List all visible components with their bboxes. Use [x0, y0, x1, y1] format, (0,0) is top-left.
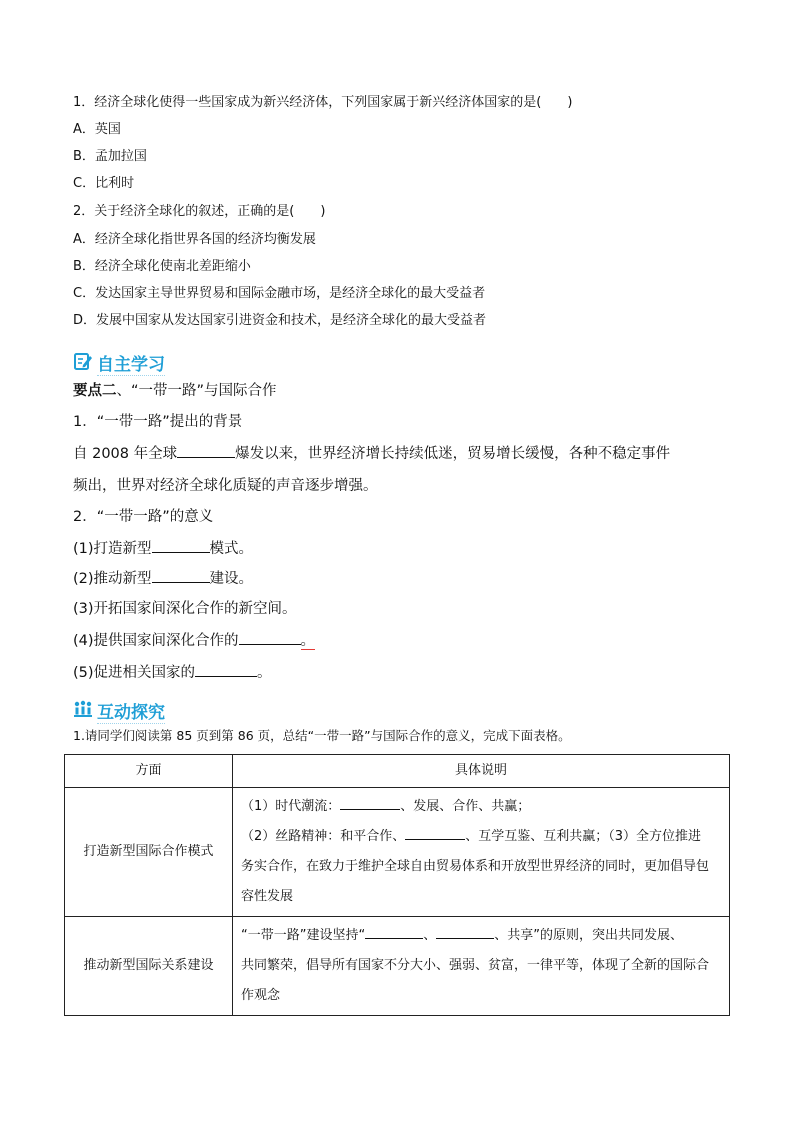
row1-l2-post: 、互学互鉴、互利共赢；（3）全方位推进: [465, 829, 702, 844]
s1-post: 模式。: [209, 541, 254, 557]
q2-option-b: B．经济全球化使南北差距缩小: [73, 259, 251, 274]
self-study-heading: [73, 350, 165, 376]
q1-option-b: B．孟加拉国: [73, 149, 147, 164]
blank-crisis[interactable]: [177, 443, 235, 458]
background-line-2: 频出，世界对经济全球化质疑的声音逐步增强。: [73, 478, 378, 494]
s5-post: 。: [257, 665, 272, 681]
row2-aspect: 推动新型国际关系建设: [65, 917, 233, 1016]
row2-line-1: [241, 921, 721, 951]
row1-line-1: [241, 792, 721, 822]
s2-post: 建设。: [209, 571, 254, 587]
blank-cooperation-model[interactable]: [152, 538, 210, 553]
point-title: 、“一带一路”与国际合作: [116, 383, 277, 399]
row1-line-2: [241, 822, 721, 852]
significance-title: 2．“一带一路”的意义: [73, 509, 214, 525]
significance-item-2: [73, 568, 253, 589]
s2-pre: (2)推动新型: [73, 571, 152, 587]
blank-development[interactable]: [195, 662, 257, 677]
s5-pre: (5)促进相关国家的: [73, 665, 196, 681]
significance-item-3: (3)开拓国家间深化合作的新空间。: [73, 601, 297, 617]
header-aspect: 方面: [65, 755, 233, 788]
q2-option-d: D．发展中国家从发达国家引进资金和技术，是经济全球化的最大受益者: [73, 313, 487, 328]
blank-platform[interactable]: [239, 630, 301, 645]
s4-pre: (4)提供国家间深化合作的: [73, 633, 239, 649]
s1-pre: (1)打造新型: [73, 541, 152, 557]
row1-line-3: 务实合作，在致力于维护全球自由贸易体系和开放型世界经济的同时，更加倡导包: [241, 859, 710, 874]
background-title: 1．“一带一路”提出的背景: [73, 414, 243, 430]
point-label: 要点二: [73, 383, 117, 399]
blank-trend[interactable]: [340, 795, 400, 810]
bg-text-post: 爆发以来，世界经济增长持续低迷，贸易增长缓慢，各种不稳定事件: [235, 446, 671, 462]
blank-relations[interactable]: [152, 568, 210, 583]
explore-title: 互动探究: [97, 698, 165, 724]
edit-note-icon: [73, 351, 93, 375]
blank-principle-1[interactable]: [365, 924, 423, 939]
blank-principle-2[interactable]: [436, 924, 494, 939]
s4-post: 。: [300, 633, 316, 649]
row2-line-3: 作观念: [241, 988, 281, 1003]
row2-l1-mid: 、: [423, 928, 437, 943]
table-row: [65, 788, 730, 917]
row1-l1-pre: （1）时代潮流：: [241, 799, 341, 814]
header-description: 具体说明: [233, 755, 730, 788]
row2-l1-pre: “一带一路”建设坚持“: [241, 928, 366, 943]
blank-silk-spirit[interactable]: [405, 825, 465, 840]
q1-option-c: C．比利时: [73, 176, 135, 191]
significance-table: [64, 754, 730, 1016]
significance-item-5: [73, 662, 272, 683]
row1-line-4: 容性发展: [241, 889, 294, 904]
table-row: [65, 917, 730, 1016]
group-discussion-icon: [73, 699, 93, 723]
self-study-title: 自主学习: [97, 350, 165, 376]
significance-item-1: [73, 538, 253, 559]
significance-item-4: [73, 630, 315, 651]
explore-instruction: 1.请同学们阅读第 85 页到第 86 页，总结“一带一路”与国际合作的意义，完成下面表格。: [73, 728, 571, 743]
row2-l1-post: 、共享”的原则，突出共同发展、: [494, 928, 683, 943]
q2-option-c: C．发达国家主导世界贸易和国际金融市场，是经济全球化的最大受益者: [73, 286, 486, 301]
bg-text-pre: 自 2008 年全球: [73, 446, 178, 462]
row1-aspect: 打造新型国际合作模式: [65, 788, 233, 917]
q1-option-a: A．英国: [73, 122, 121, 137]
explore-heading: [73, 698, 165, 724]
row2-description: [233, 917, 730, 1016]
row1-l1-post: 、发展、合作、共赢；: [400, 799, 531, 814]
background-line-1: [73, 443, 670, 464]
row1-description: [233, 788, 730, 917]
q2-option-a: A．经济全球化指世界各国的经济均衡发展: [73, 232, 316, 247]
row2-line-2: 共同繁荣，倡导所有国家不分大小、强弱、贫富，一律平等，体现了全新的国际合: [241, 958, 710, 973]
row1-l2-pre: （2）丝路精神：和平合作、: [241, 829, 406, 844]
point-two-heading: [73, 381, 277, 401]
q2-stem: 2．关于经济全球化的叙述，正确的是( ): [73, 204, 326, 219]
q1-stem: 1．经济全球化使得一些国家成为新兴经济体，下列国家属于新兴经济体国家的是( ): [73, 95, 573, 110]
table-header-row: [65, 755, 730, 788]
